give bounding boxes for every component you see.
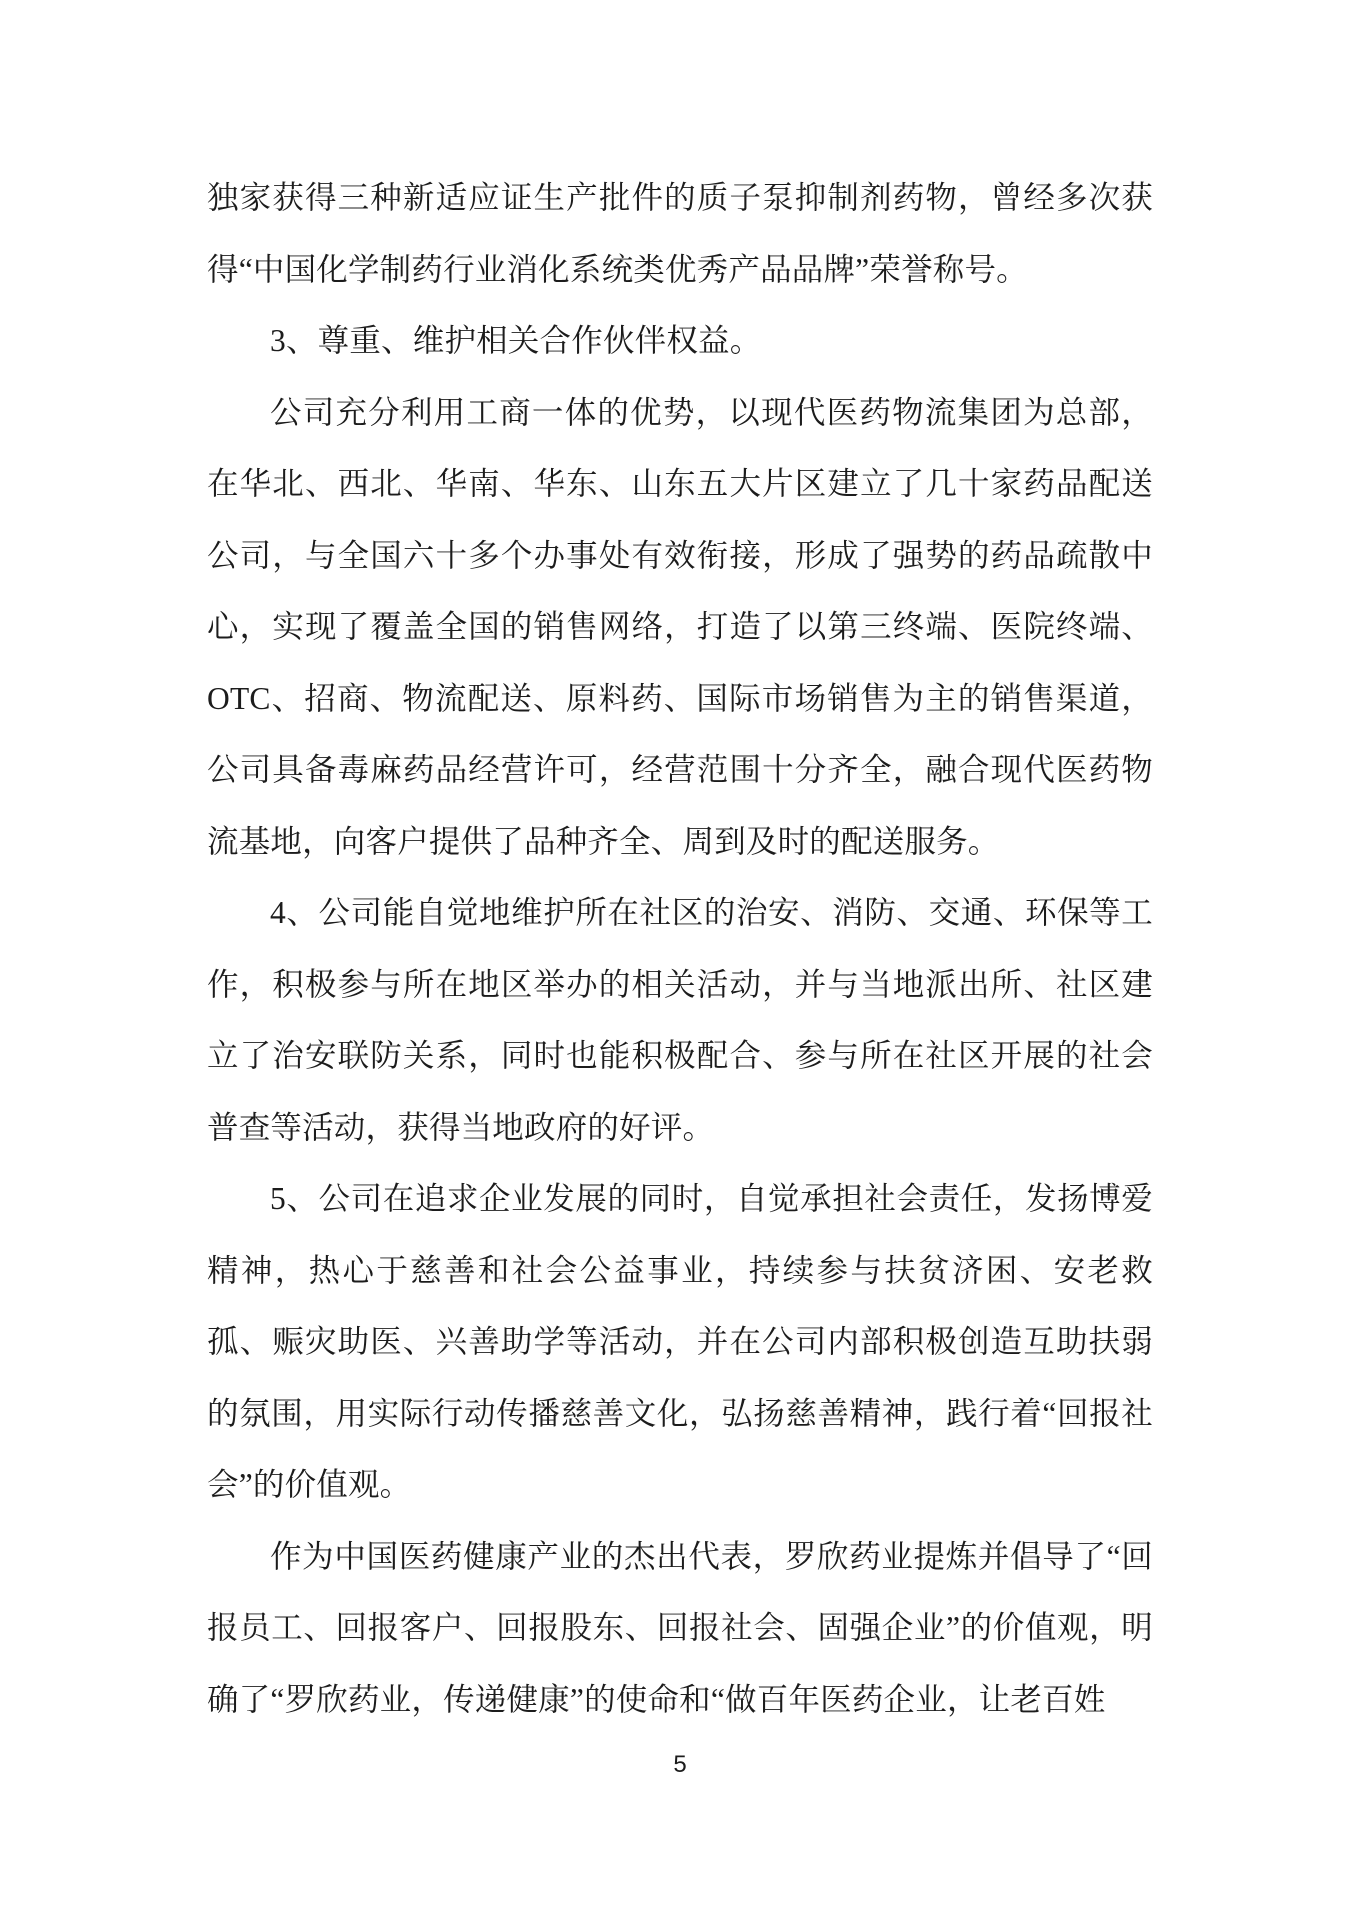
- page-number: 5: [673, 1751, 687, 1778]
- document-body: [207, 162, 1153, 1735]
- body-paragraph-values: 作为中国医药健康产业的杰出代表，罗欣药业提炼并倡导了“回报员工、回报客户、回报股东、回报社会、固强企业”的价值观，明确了“罗欣药业，传递健康”的使命和“做百年医药企业，让老百姓: [207, 1538, 1153, 1717]
- paragraph-continuation: 独家获得三种新适应证生产批件的质子泵抑制剂药物，曾经多次获得“中国化学制药行业消化系统类优秀产品品牌”荣誉称号。: [207, 180, 1153, 287]
- numbered-paragraph-4: 4、公司能自觉地维护所在社区的治安、消防、交通、环保等工作，积极参与所在地区举办的相关活动，并与当地派出所、社区建立了治安联防关系，同时也能积极配合、参与所在社区开展的社会普查等活动，获得当地政府的好评。: [207, 895, 1153, 1145]
- body-paragraph-logistics: 公司充分利用工商一体的优势，以现代医药物流集团为总部，在华北、西北、华南、华东、山东五大片区建立了几十家药品配送公司，与全国六十多个办事处有效衔接，形成了强势的药品疏散中心，实现了覆盖全国的销售网络，打造了以第三终端、医院终端、OTC、招商、物流配送、原料药、国际市场销售为主的销售渠道，公司具备毒麻药品经营许可，经营范围十分齐全，融合现代医药物流基地，向客户提供了品种齐全、周到及时的配送服务。: [207, 394, 1153, 859]
- numbered-paragraph-5: 5、公司在追求企业发展的同时，自觉承担社会责任，发扬博爱精神，热心于慈善和社会公益事业，持续参与扶贫济困、安老救孤、赈灾助医、兴善助学等活动，并在公司内部积极创造互助扶弱的氛围，用实际行动传播慈善文化，弘扬慈善精神，践行着“回报社会”的价值观。: [207, 1181, 1153, 1502]
- numbered-heading-3: 3、尊重、维护相关合作伙伴权益。: [270, 323, 762, 358]
